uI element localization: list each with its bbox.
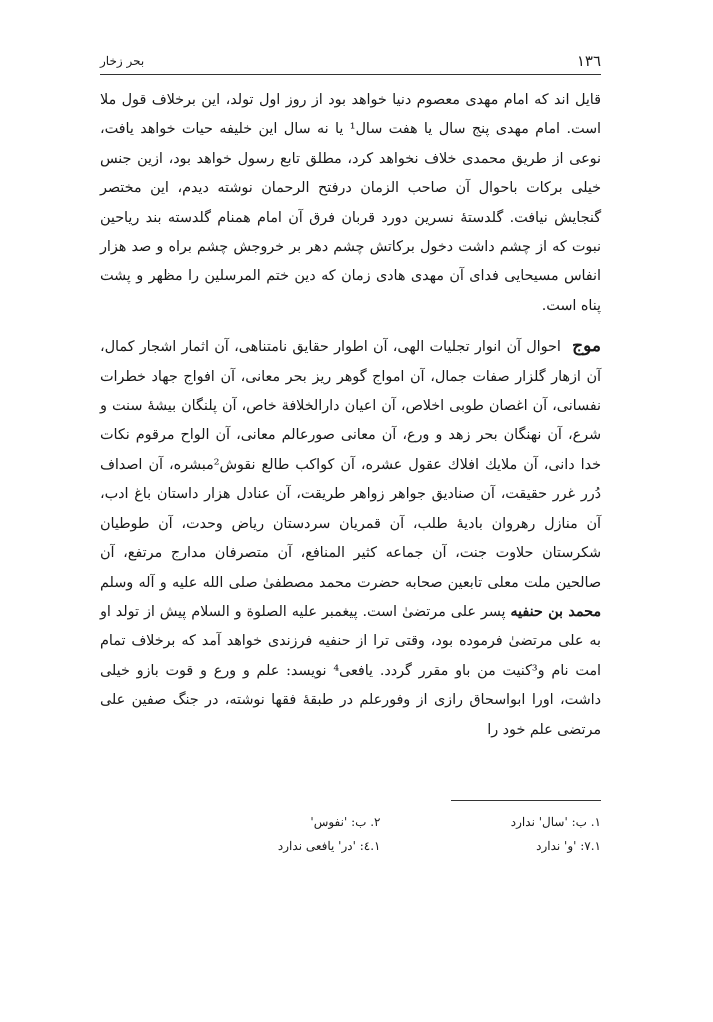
footnote-2: ٢. ب: 'نفوس' xyxy=(310,815,381,829)
footnotes xyxy=(200,810,601,858)
paragraph-2 xyxy=(100,332,601,745)
footnote-4: ٤.١: 'در' یافعی ندارد xyxy=(277,839,381,853)
running-title: بحر زخار xyxy=(100,54,145,68)
paragraph-2-text-after: پسر علی مرتضیٰ است. پیغمبر علیه الصلوة و السلام پیش از تولد او به علی مرتضیٰ فرموده بود، وقتی ترا از حنفیه فرزندی خواهد آمد که برخلاف تمام امت نام و³کنیت من باو مقرر گردد. یافعی⁴ نویسد: علم و ورع و قوت بازو خیلی داشت، اورا ابواسحاق رازی از وفورعلم در طبقهٔ فقها نوشته، در جنگ صفین علی مرتضی علم خود را xyxy=(100,603,601,738)
highlighted-name: محمد بن حنفیه xyxy=(510,603,601,620)
footnote-3: ٧.١: 'و' ندارد xyxy=(536,839,601,853)
footnote-row xyxy=(200,810,601,834)
page-header xyxy=(100,52,601,75)
page-number: ١٣٦ xyxy=(576,52,601,70)
section-lead-word: موج xyxy=(572,336,602,357)
paragraph-1 xyxy=(100,86,601,321)
main-text xyxy=(100,86,601,745)
footnote-row xyxy=(200,834,601,858)
footnote-1: ١. ب: 'سال' ندارد xyxy=(510,815,601,829)
footnote-separator xyxy=(451,800,601,801)
paragraph-1-text: قایل اند که امام مهدی معصوم دنیا خواهد بود از روز اول تولد، این برخلاف قول ملا است. امام مهدی پنج سال یا هفت سال¹ یا نه سال این خلیفه حیات خواهد یافت، نوعی از طریق محمدی خلاف نخواهد کرد، مطلق تابع رسول خواهد بود، ازین جنس خیلی برکات باحوال آن صاحب الزمان درفتح الرحمان نوشته دیدم، این مختصر گنجایش نیافت. گلدستهٔ نسرین دورد قربان فرق آن امام همنام گلدسته بند ریاحین نبوت که از چشم داشت دخول برکاتش چشم دهر بر خروجش چشم براه و صد هزار انفاس مسیحایی فدای آن مهدی هادی زمان که دین ختم المرسلین را مظهر و پشت پناه است. xyxy=(100,92,601,314)
paragraph-2-text-before: احوال آن انوار تجلیات الهی، آن اطوار حقایق نامتناهی، آن اثمار اشجار کمال، آن ازهار گلزار صفات جمال، آن امواج گوهر ریز بحر معانی، آن افواج جهاد خطرات نفسانی، آن اغصان طوبی اخلاص، آن اعیان دارالخلافة خاص، آن پلنگان بیشهٔ سنت و شرع، آن نهنگان بحر زهد و ورع، آن معانی صورعالم معانی، آن الواح مرقوم نکات خدا دانی، آن ملایك افلاك عقول عشره، آن کواکب طالع نقوش²مبشره، آن اصداف دُرر غرر حقیقت، آن صنادیق جواهر زواهر طریقت، آن عنادل هزار داستان باغ ادب، آن منازل رهروان بادیهٔ طلب، آن قمریان سردستان ریاض وحدت، آن طوطیان شکرستان حلاوت جنت، آن جماعه کثیر المنافع، آن متصرفان مدارج مرتفع، آن صالحین ملت معلی تابعین صحابه حضرت محمد مصطفیٰ صلی الله علیه و آله وسلم xyxy=(100,339,601,591)
